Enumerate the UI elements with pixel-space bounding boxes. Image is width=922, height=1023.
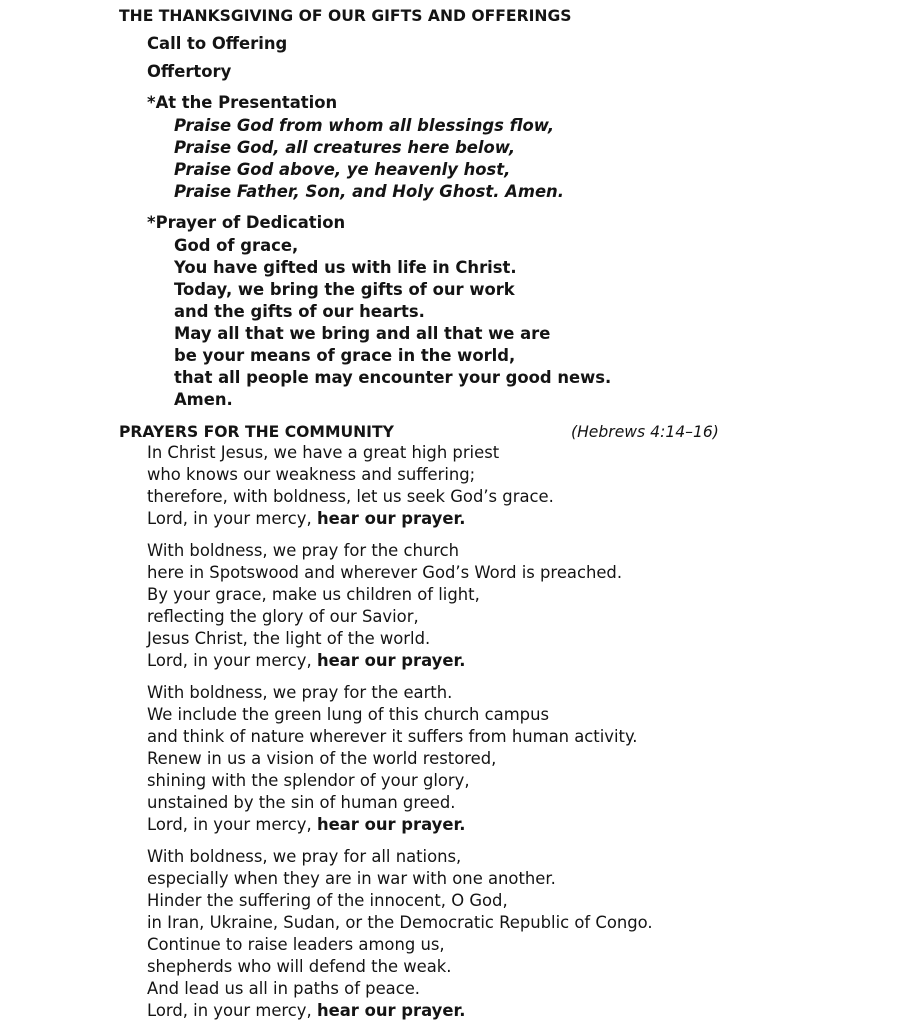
dedication-title: *Prayer of Dedication: [147, 213, 346, 232]
call-to-offering-label: Call to Offering: [147, 34, 288, 53]
scripture-reference: (Hebrews 4:14–16): [571, 423, 719, 441]
prayer-line: here in Spotswood and wherever God’s Word is preached.: [147, 563, 623, 582]
dedication-line: that all people may encounter your good news.: [174, 368, 612, 387]
prayer-line: in Iran, Ukraine, Sudan, or the Democratic Republic of Congo.: [147, 913, 653, 932]
refrain-response: hear our prayer.: [316, 509, 466, 528]
doxology-line: Praise God, all creatures here below,: [174, 138, 516, 157]
refrain-line: [147, 814, 465, 836]
prayer-line: And lead us all in paths of peace.: [147, 979, 421, 998]
prayer-line: With boldness, we pray for the church: [147, 541, 460, 560]
prayer-line: Hinder the suffering of the innocent, O God,: [147, 891, 508, 910]
refrain-response: hear our prayer.: [316, 651, 466, 670]
prayer-line: We include the green lung of this church campus: [147, 705, 549, 724]
prayer-line: especially when they are in war with one another.: [147, 869, 556, 888]
prayer-line: and think of nature wherever it suffers from human activity.: [147, 727, 638, 746]
prayer-line: shining with the splendor of your glory,: [147, 771, 470, 790]
refrain-response: hear our prayer.: [316, 815, 466, 834]
refrain-lead: Lord, in your mercy,: [147, 1001, 312, 1020]
refrain-line: [147, 508, 465, 530]
dedication-line: be your means of grace in the world,: [174, 346, 516, 365]
dedication-line: and the gifts of our hearts.: [174, 302, 425, 321]
dedication-line: You have gifted us with life in Christ.: [174, 258, 517, 277]
dedication-line: Amen.: [174, 390, 233, 409]
prayer-line: shepherds who will defend the weak.: [147, 957, 452, 976]
refrain-lead: Lord, in your mercy,: [147, 509, 312, 528]
prayer-line: who knows our weakness and suffering;: [147, 465, 476, 484]
prayer-line: In Christ Jesus, we have a great high priest: [147, 443, 500, 462]
prayer-line: Jesus Christ, the light of the world.: [147, 629, 431, 648]
prayer-line: reflecting the glory of our Savior,: [147, 607, 419, 626]
doxology-line: Praise God from whom all blessings flow,: [174, 116, 555, 135]
refrain-response: hear our prayer.: [316, 1001, 466, 1020]
refrain-lead: Lord, in your mercy,: [147, 815, 312, 834]
offertory-label: Offertory: [147, 62, 232, 81]
prayer-line: unstained by the sin of human greed.: [147, 793, 456, 812]
prayer-line: With boldness, we pray for the earth.: [147, 683, 453, 702]
doxology-line: Praise God above, ye heavenly host,: [174, 160, 511, 179]
prayers-heading: PRAYERS FOR THE COMMUNITY: [119, 423, 394, 441]
dedication-line: Today, we bring the gifts of our work: [174, 280, 515, 299]
prayer-line: By your grace, make us children of light,: [147, 585, 480, 604]
presentation-title: *At the Presentation: [147, 93, 338, 112]
refrain-line: [147, 1000, 465, 1022]
thanksgiving-heading: THE THANKSGIVING OF OUR GIFTS AND OFFERINGS: [119, 7, 572, 25]
refrain-lead: Lord, in your mercy,: [147, 651, 312, 670]
refrain-line: [147, 650, 465, 672]
dedication-line: May all that we bring and all that we are: [174, 324, 551, 343]
prayer-line: Renew in us a vision of the world restored,: [147, 749, 497, 768]
doxology-line: Praise Father, Son, and Holy Ghost. Amen.: [174, 182, 564, 201]
prayer-line: Continue to raise leaders among us,: [147, 935, 445, 954]
prayer-line: With boldness, we pray for all nations,: [147, 847, 462, 866]
prayer-line: therefore, with boldness, let us seek God’s grace.: [147, 487, 554, 506]
dedication-line: God of grace,: [174, 236, 299, 255]
